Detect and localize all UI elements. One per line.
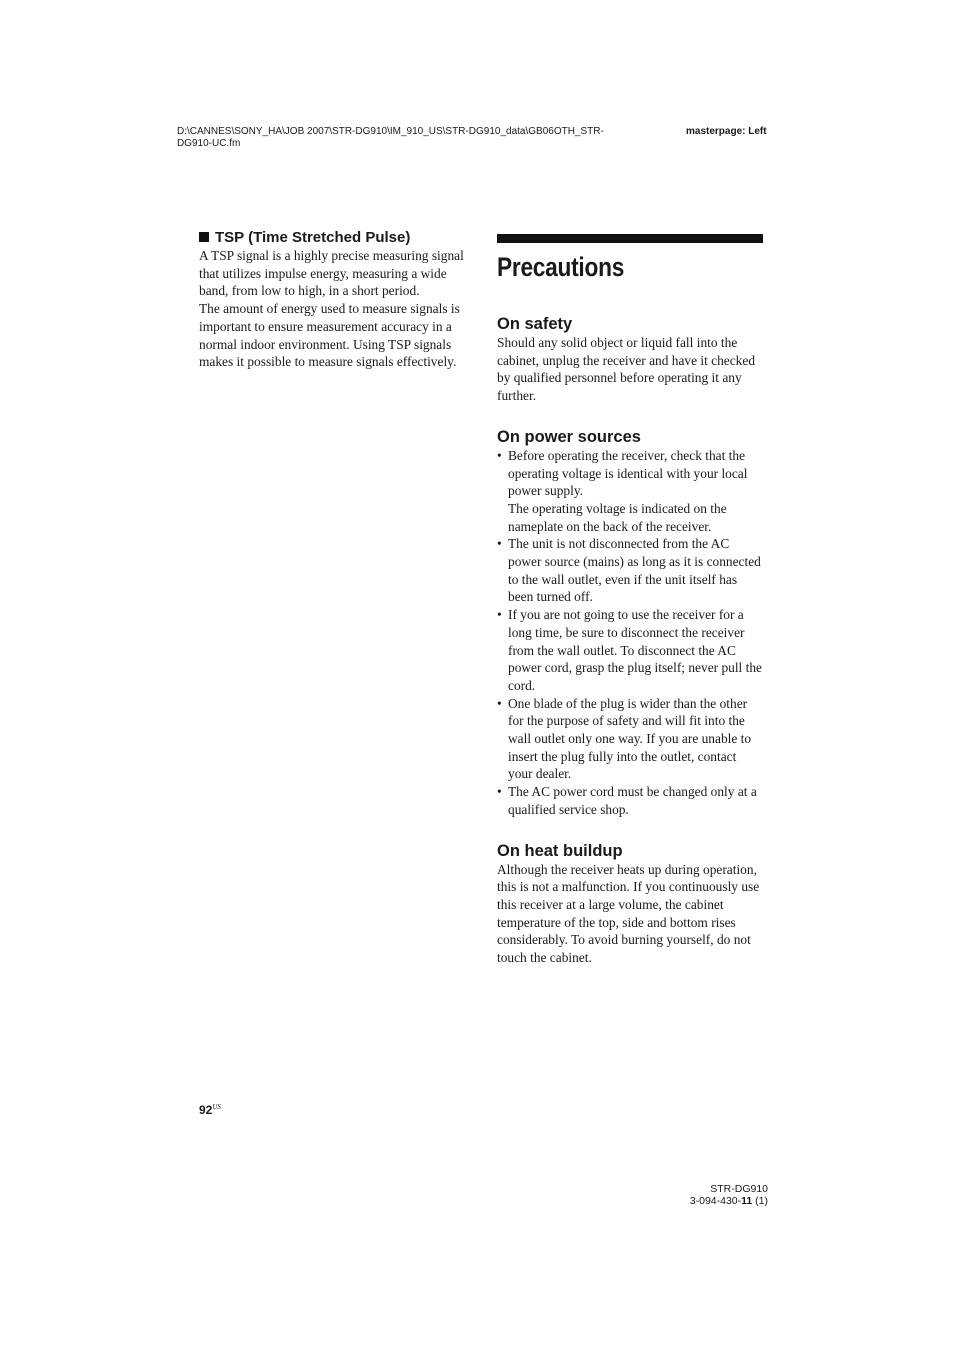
footer-code <box>690 1183 768 1207</box>
file-path-line1: D:\CANNES\SONY_HA\JOB 2007\STR-DG910\IM_910_US\STR-DG910_data\GB06OTH_STR- <box>177 126 604 137</box>
list-item-text: The AC power cord must be changed only at a qualified service shop. <box>508 784 757 817</box>
section-title: Precautions <box>497 252 625 282</box>
power-heading: On power sources <box>497 427 641 446</box>
left-column <box>199 229 467 371</box>
footer-model: STR-DG910 <box>710 1183 768 1195</box>
power-list <box>497 447 763 819</box>
footer-code-bold: 11 <box>741 1195 753 1207</box>
list-item <box>497 783 763 818</box>
bullet-icon: • <box>497 536 502 552</box>
masterpage-label: masterpage: Left <box>686 126 767 137</box>
tsp-paragraph-2: The amount of energy used to measure signals is important to ensure measurement accuracy in a normal indoor environment. Using TSP signals makes it possible to measure signals effectively. <box>199 301 460 370</box>
bullet-icon: • <box>497 784 502 800</box>
file-path <box>177 126 667 150</box>
list-item-text: Before operating the receiver, check that the operating voltage is identical with your local power supply. <box>508 447 748 499</box>
tsp-heading <box>199 229 467 247</box>
list-item <box>497 535 763 606</box>
list-item <box>497 695 763 784</box>
square-bullet-icon <box>199 232 209 242</box>
heat-heading: On heat buildup <box>497 841 623 860</box>
footer-code-prefix: 3-094-430- <box>689 1195 742 1207</box>
bullet-icon: • <box>497 607 502 623</box>
page-number <box>199 1103 221 1117</box>
tsp-paragraph-1: A TSP signal is a highly precise measuring signal that utilizes impulse energy, measuring a wide band, from low to high, in a short period. <box>199 248 464 299</box>
list-item-note: The operating voltage is indicated on the nameplate on the back of the receiver. <box>508 500 727 534</box>
section-rule <box>497 234 763 243</box>
list-item-text: One blade of the plug is wider than the other for the purpose of safety and will fit into the wall outlet only one way. If you are unable to insert the plug fully into the outlet, contact your dealer. <box>508 695 752 782</box>
tsp-heading-text: TSP (Time Stretched Pulse) <box>215 229 411 246</box>
safety-text: Should any solid object or liquid fall into the cabinet, unplug the receiver and have it checked by qualified personnel before operating it any further. <box>497 335 756 404</box>
list-item-text: If you are not going to use the receiver for a long time, be sure to disconnect the receiver from the wall outlet. To disconnect the AC power cord, grasp the plug itself; never pull the cord. <box>508 607 762 693</box>
footer-part-number <box>690 1195 768 1207</box>
bullet-icon: • <box>497 695 502 711</box>
list-item <box>497 606 763 695</box>
safety-heading: On safety <box>497 315 573 333</box>
list-item-text: The unit is not disconnected from the AC power source (mains) as long as it is connected to the wall outlet, even if the unit itself has been turned off. <box>508 536 761 605</box>
page-number-value: 92 <box>199 1103 213 1117</box>
file-path-line2: DG910-UC.fm <box>177 138 241 149</box>
footer-code-suffix: (1) <box>752 1195 768 1207</box>
list-item <box>497 447 763 536</box>
bullet-icon: • <box>497 447 502 463</box>
heat-text: Although the receiver heats up during operation, this is not a malfunction. If you continuously use this receiver at a large volume, the cabinet temperature of the top, side and bottom rises considerably. To avoid burning yourself, do not touch the cabinet. <box>497 861 760 966</box>
right-column <box>497 234 763 967</box>
page-number-suffix: US <box>212 1103 221 1111</box>
